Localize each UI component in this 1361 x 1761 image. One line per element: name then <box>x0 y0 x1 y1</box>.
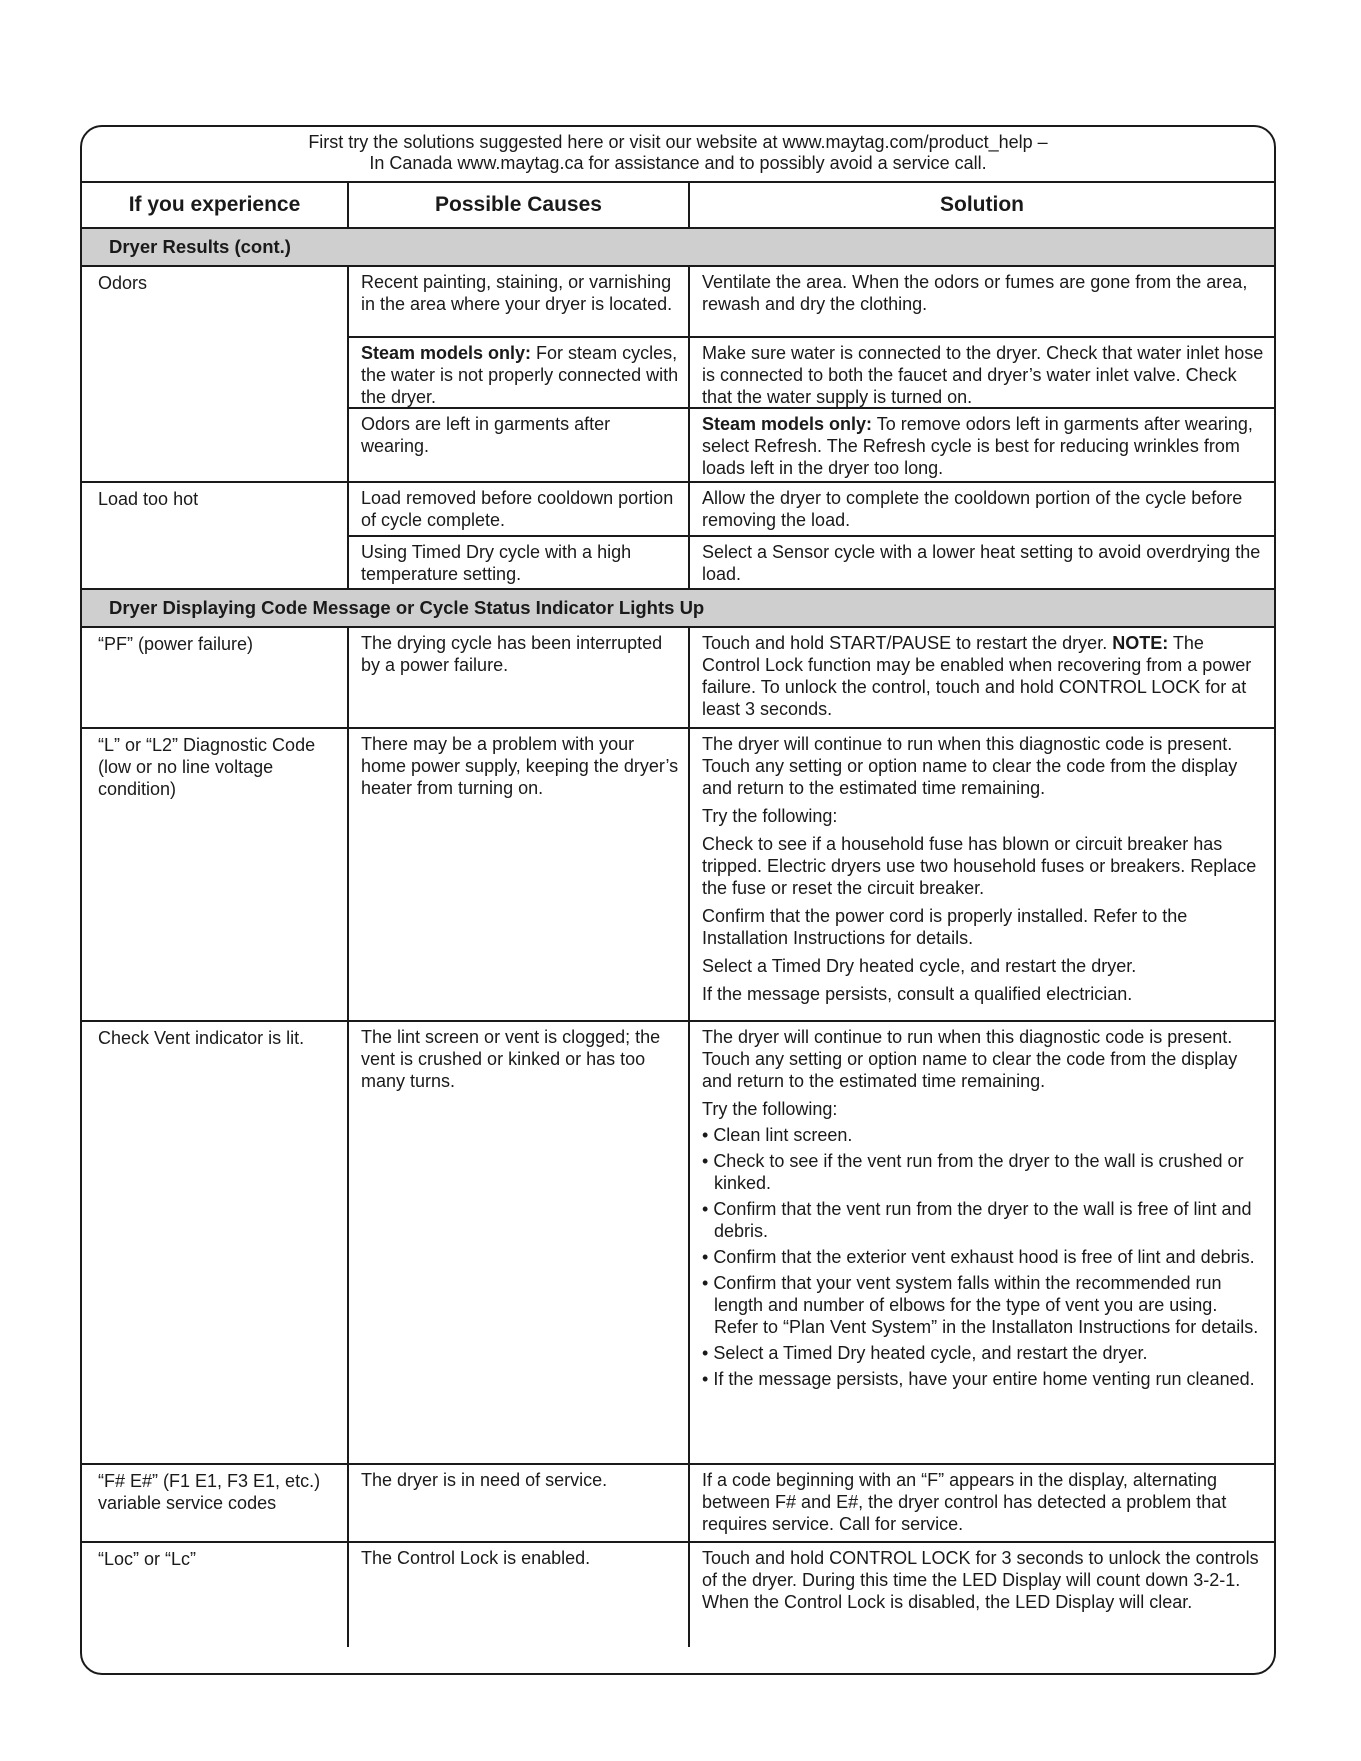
cause-cell: There may be a problem with your home power supply, keeping the dryer’s heater from turning on. <box>349 729 690 1020</box>
header-experience: If you experience <box>82 183 349 227</box>
experience-odors: Odors <box>82 267 349 481</box>
header-solution: Solution <box>940 193 1024 216</box>
row-group-control-lock <box>82 1543 1274 1647</box>
cause-cell: Recent painting, staining, or varnishing in the area where your dryer is located. <box>349 267 690 336</box>
table-row <box>349 267 1274 338</box>
cause-cell: The lint screen or vent is clogged; the vent is crushed or kinked or has too many turns. <box>349 1022 690 1463</box>
list-item: • Select a Timed Dry heated cycle, and restart the dryer. <box>702 1342 1266 1364</box>
solution-paragraph: Select a Timed Dry heated cycle, and restart the dryer. <box>702 956 1137 976</box>
troubleshooting-table <box>80 125 1276 1675</box>
steam-models-label: Steam models only: <box>702 414 873 434</box>
row-group-odors <box>82 267 1274 483</box>
table-row <box>349 409 1274 481</box>
row-group-l2 <box>82 729 1274 1022</box>
experience-service-codes: “F# E#” (F1 E1, F3 E1, etc.) variable service codes <box>82 1465 349 1541</box>
cause-cell: The drying cycle has been interrupted by a power failure. <box>349 628 690 727</box>
experience-control-lock: “Loc” or “Lc” <box>82 1543 349 1647</box>
section-code-messages: Dryer Displaying Code Message or Cycle Status Indicator Lights Up <box>82 590 1274 628</box>
solution-list <box>702 1124 1266 1390</box>
solution-cell: Allow the dryer to complete the cooldown portion of the cycle before removing the load. <box>702 488 1243 530</box>
solution-cell <box>690 409 1274 481</box>
experience-l2: “L” or “L2” Diagnostic Code (low or no line voltage condition) <box>82 729 349 1020</box>
solution-text: To remove odors left in garments after wearing, select Refresh. The Refresh cycle is best for reducing wrinkles from loads left in the dryer too long. <box>702 414 1253 478</box>
solution-text: The Control Lock function may be enabled when recovering from a power failure. To unlock the control, touch and hold CONTROL LOCK for at least 3 seconds. <box>702 633 1252 719</box>
row-group-check-vent <box>82 1022 1274 1465</box>
column-headers <box>82 183 1274 229</box>
table-row <box>349 483 1274 537</box>
table-row <box>349 338 1274 409</box>
experience-check-vent: Check Vent indicator is lit. <box>82 1022 349 1463</box>
cause-cell: Load removed before cooldown portion of cycle complete. <box>349 483 690 535</box>
note-label: NOTE: <box>1112 633 1169 653</box>
solution-cell <box>690 628 1274 727</box>
list-item: • If the message persists, have your entire home venting run cleaned. <box>702 1368 1266 1390</box>
experience-pf: “PF” (power failure) <box>82 628 349 727</box>
experience-load-too-hot: Load too hot <box>82 483 349 588</box>
row-group-pf <box>82 628 1274 729</box>
row-group-service-codes <box>82 1465 1274 1543</box>
solution-paragraph: If the message persists, consult a qualified electrician. <box>702 984 1133 1004</box>
solution-cell <box>690 729 1274 1020</box>
solution-paragraph: Check to see if a household fuse has blown or circuit breaker has tripped. Electric dryers use two household fuses or breakers. Replace the fuse or reset the circuit breaker. <box>702 834 1257 898</box>
solution-cell: Ventilate the area. When the odors or fumes are gone from the area, rewash and dry the clothing. <box>702 272 1248 314</box>
cause-cell: Odors are left in garments after wearing. <box>349 409 690 481</box>
steam-models-label: Steam models only: <box>361 343 532 363</box>
intro-line-2: In Canada www.maytag.ca for assistance and to possibly avoid a service call. <box>369 153 987 173</box>
list-item: • Confirm that the vent run from the dryer to the wall is free of lint and debris. <box>702 1198 1266 1242</box>
solution-cell: Make sure water is connected to the dryer. Check that water inlet hose is connected to both the faucet and dryer’s water inlet valve. Check that the water supply is turned on. <box>702 343 1264 407</box>
solution-cell: Select a Sensor cycle with a lower heat setting to avoid overdrying the load. <box>702 542 1261 584</box>
solution-paragraph: Try the following: <box>702 806 838 826</box>
header-causes: Possible Causes <box>349 183 690 227</box>
solution-paragraph: Try the following: <box>702 1099 838 1119</box>
solution-paragraph: Confirm that the power cord is properly installed. Refer to the Installation Instructions for details. <box>702 906 1188 948</box>
list-item: • Clean lint screen. <box>702 1124 1266 1146</box>
solution-cell: If a code beginning with an “F” appears in the display, alternating between F# and E#, the dryer control has detected a problem that requires service. Call for service. <box>702 1470 1227 1534</box>
cause-cell: The Control Lock is enabled. <box>349 1543 690 1647</box>
list-item: • Confirm that the exterior vent exhaust hood is free of lint and debris. <box>702 1246 1266 1268</box>
cause-cell <box>349 338 690 407</box>
row-group-load-too-hot <box>82 483 1274 590</box>
table-row <box>349 537 1274 588</box>
list-item: • Check to see if the vent run from the dryer to the wall is crushed or kinked. <box>702 1150 1266 1194</box>
solution-paragraph: The dryer will continue to run when this diagnostic code is present. Touch any setting or option name to clear the code from the display and return to the estimated time remaining. <box>702 1027 1238 1091</box>
list-item: • Confirm that your vent system falls within the recommended run length and number of elbows for the type of vent you are using. Refer to “Plan Vent System” in the Installaton Instructions for details. <box>702 1272 1266 1338</box>
solution-text: Touch and hold START/PAUSE to restart the dryer. <box>702 633 1113 653</box>
solution-paragraph: The dryer will continue to run when this diagnostic code is present. Touch any setting or option name to clear the code from the display and return to the estimated time remaining. <box>702 734 1238 798</box>
cause-cell: The dryer is in need of service. <box>349 1465 690 1541</box>
solution-cell: Touch and hold CONTROL LOCK for 3 seconds to unlock the controls of the dryer. During this time the LED Display will count down 3-2-1. When the Control Lock is disabled, the LED Display will clear. <box>702 1548 1259 1612</box>
cause-cell: Using Timed Dry cycle with a high temperature setting. <box>349 537 690 588</box>
intro-note <box>82 127 1274 183</box>
section-dryer-results: Dryer Results (cont.) <box>82 229 1274 267</box>
cause-text: For steam cycles, the water is not properly connected with the dryer. <box>361 343 679 407</box>
solution-cell <box>690 1022 1274 1463</box>
intro-line-1: First try the solutions suggested here or visit our website at www.maytag.com/product_help – <box>308 132 1048 152</box>
